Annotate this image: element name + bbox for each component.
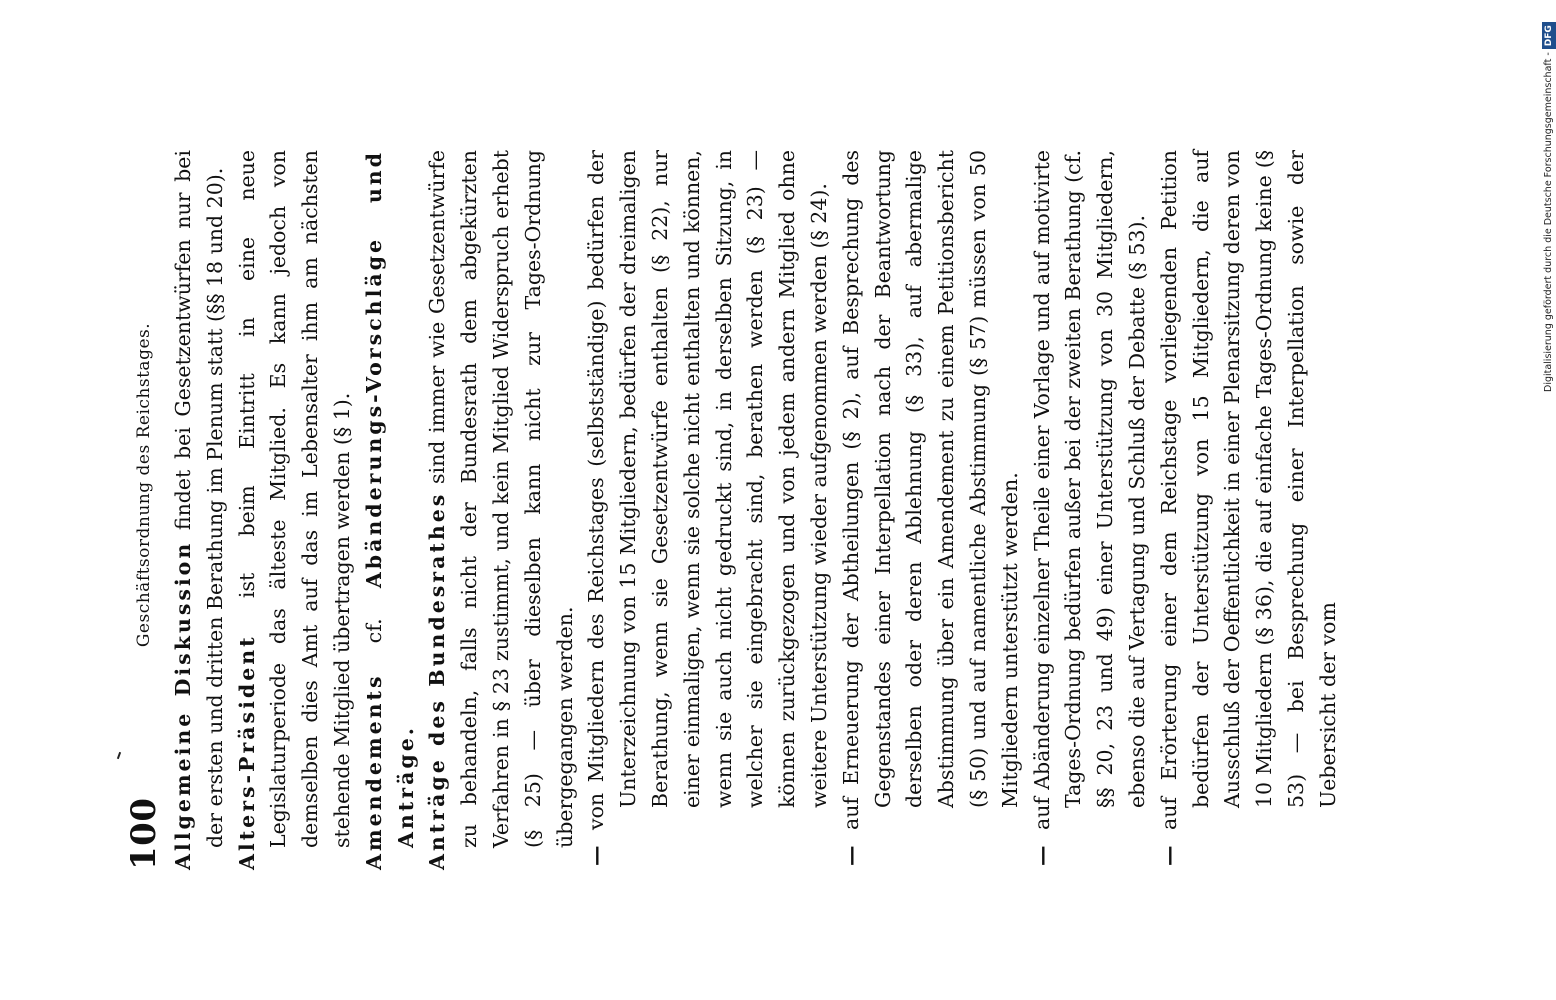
sub-entry-text: auf Erneuerung der Abtheilungen (§ 2), auf Besprechung des Gegenstandes einer Interpellation nach der Beantwortung derselben oder deren Ablehnung (§ 33), auf abermalige Abstimmung über ein Amendement zu einem Petitionsbericht (§ 50) und auf namentliche Abstimmung (§ 57) müssen von 50 Mitgliedern unterstützt werden. bbox=[838, 150, 1022, 830]
entry-alters-praesident bbox=[232, 150, 359, 870]
entry-text: cf. bbox=[361, 588, 386, 674]
entry-amendements bbox=[359, 150, 423, 870]
entry-term: Amendements bbox=[361, 673, 386, 870]
entry-crossref: Abänderungs-Vorschläge und Anträge. bbox=[361, 150, 418, 848]
sub-entry-text: auf Erörterung einer dem Reichstage vorliegenden Petition bedürfen der Unterstützung von 15 Mitgliedern, die auf Ausschluß der Oeffentlichkeit in einer Plenarsitzung deren von 10 Mitgliedern (§ 36), die auf einfache Tages-Ordnung bbox=[1156, 150, 1277, 830]
sub-entry-text: auf Abänderung einzelner Theile einer Vorlage und auf motivirte Tages-Ordnung bedürfen außer bei der zweiten Berathung (cf. §§ 20, 23 und 49) einer Unterstützung von 30 Mitgliedern, ebenso die auf Vertagung und Schluß der Debatte (§ 53). bbox=[1029, 150, 1149, 830]
entry-text: findet bei Gesetzentwürfen nur bei der ersten und dritten Berathung im Plenum statt (§§ 18 und 20). bbox=[171, 150, 227, 848]
sub-entry-eroerterung bbox=[1154, 150, 1345, 870]
scanned-page bbox=[120, 150, 1400, 870]
entry-allgemeine-diskussion bbox=[168, 150, 232, 870]
em-dash-marker: — bbox=[1156, 845, 1181, 866]
credit-text: Digitalisierung gefördert durch die Deutsche Forschungsgemeinschaft - bbox=[1543, 52, 1554, 392]
entry-term: Allgemeine Diskussion bbox=[171, 540, 195, 870]
entry-text: sind immer wie Gesetzentwürfe zu behandeln, falls nicht der Bundesrath dem abgekürzten Verfahren in § 23 zustimmt, und kein Mitglied Widerspruch erhebt (§ 25) — über dieselben kann nicht zur Tages-Ordnung übergegangen werden. bbox=[425, 149, 577, 848]
sub-entry-abaenderung bbox=[1027, 150, 1154, 870]
running-title: Geschäftsordnung des Reichstages. bbox=[134, 322, 154, 648]
sub-entry-text: von Mitgliedern des Reichstages (selbstständige) bedürfen der Unterzeichnung von 15 Mitgliedern, bedürfen der dreimaligen Berathung, wenn sie Gesetzentwürfe enthalten (§ 22), nur einer einmaligen, wenn sie solche nicht enthalten und können, wenn sie auch nicht gedruckt sind, in derselben Sitzung, in welcher sie eingebracht sind, berathen werden (§ 23) — können zurückgezogen und von jedem andern Mitglied ohne weitere Unterstützung wieder aufgenommen werden (§ 24). bbox=[584, 150, 831, 830]
page-number: 100 bbox=[124, 797, 164, 870]
entry-term: Anträge des Bundesrathes bbox=[425, 491, 450, 870]
dfg-logo: DFG bbox=[1542, 22, 1556, 49]
sub-entry-emphasis: keine bbox=[1252, 175, 1277, 232]
page-header bbox=[120, 150, 164, 870]
entry-term: Alters-Präsident bbox=[234, 634, 259, 870]
funding-credit bbox=[1528, 8, 1554, 392]
sub-entry-mitglieder bbox=[581, 150, 835, 870]
em-dash-marker: — bbox=[1029, 845, 1054, 866]
entry-antraege-bundesrathes bbox=[422, 150, 581, 870]
entry-text: ist beim Eintritt in eine neue Legislaturperiode das älteste Mitglied. Es kann jedoch von demselben dies Amt auf das im Lebensalter ihm am nächsten stehende Mitglied übertragen werden (§ 1). bbox=[234, 150, 354, 848]
em-dash-marker: — bbox=[584, 845, 609, 866]
sub-entry-erneuerung bbox=[836, 150, 1027, 870]
sub-entry-text-continued: (§ 53) — bei Besprechung einer Interpellation sowie der Uebersicht der vom bbox=[1252, 150, 1340, 808]
em-dash-marker: — bbox=[838, 845, 863, 866]
credit-line bbox=[1542, 8, 1556, 392]
page-body bbox=[168, 150, 1344, 870]
